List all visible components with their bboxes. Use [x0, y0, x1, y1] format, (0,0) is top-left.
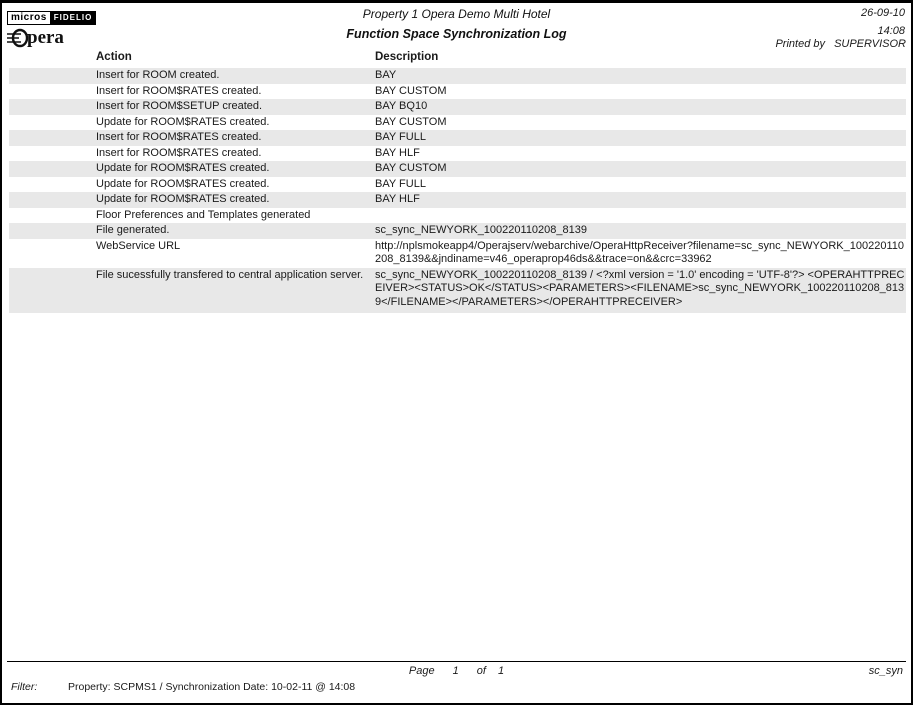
row-action: Insert for ROOM created.	[96, 69, 220, 81]
footer-divider	[7, 661, 906, 662]
row-action: Update for ROOM$RATES created.	[96, 193, 270, 205]
table-row	[9, 99, 906, 115]
table-row	[9, 268, 906, 314]
row-action: Update for ROOM$RATES created.	[96, 177, 270, 190]
sync-log-table	[9, 51, 906, 313]
table-row	[9, 68, 906, 84]
table-row	[9, 192, 906, 208]
row-description: BAY CUSTOM	[375, 84, 447, 97]
print-time: 14:08	[877, 25, 905, 37]
row-action: Insert for ROOM$RATES created.	[96, 146, 262, 159]
table-row	[9, 223, 906, 239]
column-header-description: Description	[375, 51, 439, 63]
table-row	[9, 161, 906, 177]
property-title: Property 1 Opera Demo Multi Hotel	[362, 7, 551, 21]
print-date: 26-09-10	[860, 7, 905, 19]
fidelio-logo-text: FIDELIO	[50, 11, 97, 25]
row-action: File generated.	[96, 224, 170, 236]
table-row	[9, 239, 906, 268]
page-indicator	[2, 665, 911, 677]
row-description: sc_sync_NEWYORK_100220110208_8139	[375, 224, 587, 236]
page-total: 1	[497, 665, 505, 677]
row-action: WebService URL	[96, 239, 181, 252]
printed-by-label: Printed by	[775, 38, 825, 50]
row-action: Insert for ROOM$RATES created.	[96, 84, 262, 97]
row-description: BAY FULL	[375, 177, 426, 190]
row-description: BAY CUSTOM	[375, 162, 447, 174]
row-action: Insert for ROOM$RATES created.	[96, 131, 262, 143]
table-header-row	[9, 51, 906, 63]
row-description: BAY	[375, 69, 397, 81]
filter-label: Filter:	[11, 681, 38, 693]
report-name: Function Space Synchronization Log	[346, 27, 567, 41]
row-description: BAY CUSTOM	[375, 115, 447, 128]
row-action: Update for ROOM$RATES created.	[96, 162, 270, 174]
row-description: BAY HLF	[375, 193, 420, 205]
table-row	[9, 84, 906, 100]
table-row	[9, 115, 906, 131]
row-description: BAY FULL	[375, 131, 426, 143]
row-action: Floor Preferences and Templates generated	[96, 208, 311, 221]
table-row	[9, 177, 906, 193]
row-description	[375, 208, 905, 224]
row-action: Update for ROOM$RATES created.	[96, 115, 270, 128]
table-row	[9, 146, 906, 162]
page-current: 1	[452, 665, 459, 677]
row-description: http://nplsmokeapp4/Operajserv/webarchive/OperaHttpReceiver?filename=sc_sync_NEWYORK_100220110208_8139&&jndiname=v46_operaprop46ds&&trace=on&&crc=33962	[375, 239, 904, 265]
row-action: File sucessfully transfered to central application server.	[96, 268, 364, 281]
column-header-action: Action	[96, 51, 132, 63]
opera-logo-text: pera	[27, 27, 64, 48]
report-code: sc_syn	[868, 665, 903, 677]
row-description: BAY HLF	[375, 146, 420, 159]
row-description: BAY BQ10	[375, 100, 428, 112]
row-description: sc_sync_NEWYORK_100220110208_8139 / <?xml version = '1.0' encoding = 'UTF-8'?> <OPERAHTTPRECEIVER><STATUS>OK</STATUS><PARAMETERS><FILENAME>sc_sync_NEWYORK_100220110208_8139</FILENAME></PARAMETERS></OPERAHTTPRECEIVER>	[375, 268, 905, 308]
printed-by-user: SUPERVISOR	[834, 38, 906, 50]
page-label: Page	[408, 665, 435, 677]
row-action: Insert for ROOM$SETUP created.	[96, 100, 263, 112]
table-row	[9, 208, 906, 224]
table-row	[9, 130, 906, 146]
of-label: of	[476, 665, 486, 677]
micros-logo-text: micros	[7, 11, 51, 25]
filter-value: Property: SCPMS1 / Synchronization Date: 10-02-11 @ 14:08	[68, 681, 356, 693]
table-body	[9, 68, 906, 313]
